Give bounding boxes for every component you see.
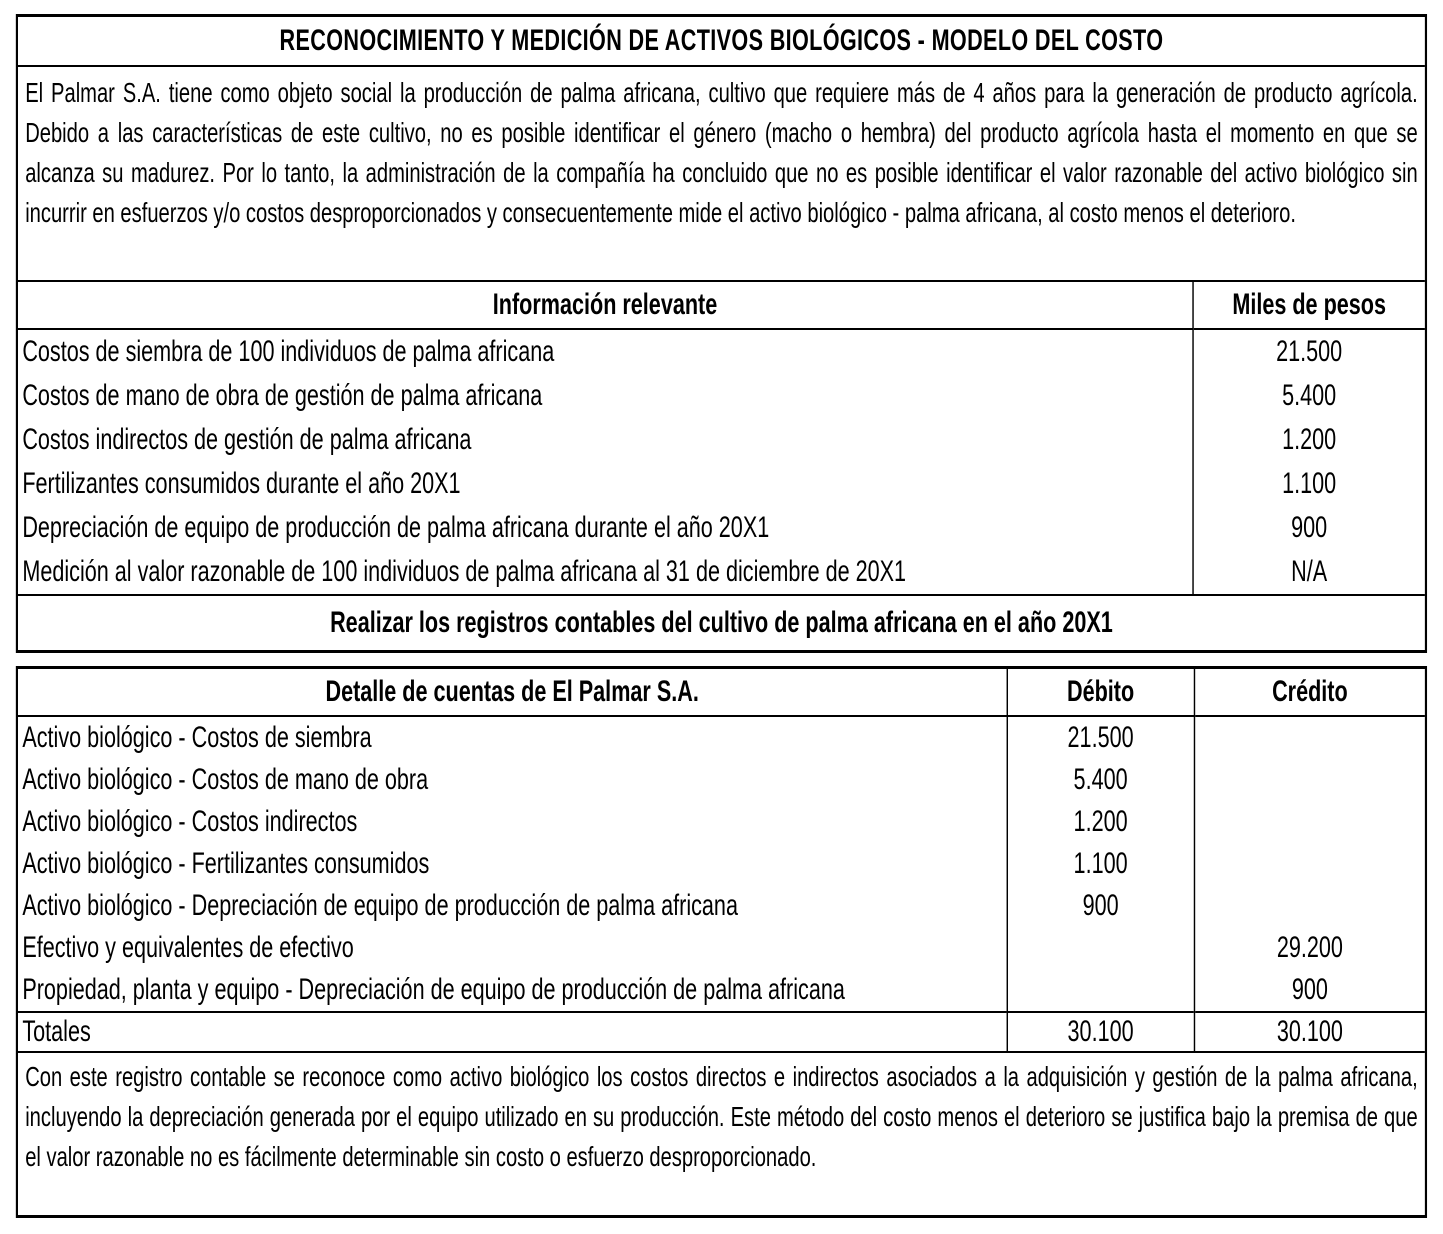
info-row xyxy=(18,462,1425,506)
journal-row xyxy=(18,927,1425,969)
journal-row-credit: 900 xyxy=(1194,969,1425,1012)
info-row-value: 900 xyxy=(1193,506,1425,550)
info-row xyxy=(18,506,1425,550)
page-title xyxy=(18,17,1425,67)
journal-header-detail: Detalle de cuentas de El Palmar S.A. xyxy=(18,669,1007,716)
journal-row xyxy=(18,801,1425,843)
journal-table-header-row xyxy=(18,669,1425,716)
journal-row-credit xyxy=(1194,843,1425,885)
journal-table xyxy=(18,669,1425,1051)
journal-row-account: Activo biológico - Costos de mano de obra xyxy=(22,763,429,796)
info-row-label: Costos indirectos de gestión de palma africana xyxy=(22,423,472,456)
journal-row-account: Activo biológico - Costos indirectos xyxy=(22,805,358,838)
info-row-value: 1.100 xyxy=(1193,462,1425,506)
journal-row-debit: 1.100 xyxy=(1007,843,1194,885)
journal-row xyxy=(18,843,1425,885)
info-row-label: Medición al valor razonable de 100 individuos de palma africana al 31 de diciembre de 20X1 xyxy=(22,555,907,588)
journal-section xyxy=(16,666,1427,1218)
journal-row xyxy=(18,885,1425,927)
info-table xyxy=(18,282,1425,594)
journal-row-account: Activo biológico - Costos de siembra xyxy=(22,721,372,754)
journal-row-debit xyxy=(1007,927,1194,969)
info-row xyxy=(18,329,1425,374)
info-row-value: N/A xyxy=(1193,550,1425,594)
info-row-label: Costos de siembra de 100 individuos de palma africana xyxy=(22,335,555,368)
journal-row-debit: 21.500 xyxy=(1007,716,1194,759)
info-table-header-row xyxy=(18,282,1425,329)
task-instruction: Realizar los registros contables del cultivo de palma africana en el año 20X1 xyxy=(18,594,1425,650)
journal-row-credit xyxy=(1194,801,1425,843)
journal-totals-debit: 30.100 xyxy=(1007,1012,1194,1051)
info-table-header-label: Información relevante xyxy=(18,282,1193,329)
journal-row-credit xyxy=(1194,759,1425,801)
journal-row-debit: 900 xyxy=(1007,885,1194,927)
journal-row-credit xyxy=(1194,716,1425,759)
journal-row-account: Activo biológico - Fertilizantes consumidos xyxy=(22,847,430,880)
journal-row-debit: 5.400 xyxy=(1007,759,1194,801)
info-row-value: 1.200 xyxy=(1193,418,1425,462)
case-section xyxy=(16,14,1427,653)
journal-row-account: Efectivo y equivalentes de efectivo xyxy=(22,931,354,964)
journal-row-debit xyxy=(1007,969,1194,1012)
info-row-label: Fertilizantes consumidos durante el año 20X1 xyxy=(22,467,461,500)
journal-row xyxy=(18,969,1425,1012)
journal-row-account: Propiedad, planta y equipo - Depreciación de equipo de producción de palma africana xyxy=(22,973,845,1006)
info-row-value: 21.500 xyxy=(1193,329,1425,374)
journal-row-debit: 1.200 xyxy=(1007,801,1194,843)
journal-row xyxy=(18,716,1425,759)
journal-row-credit xyxy=(1194,885,1425,927)
info-row xyxy=(18,418,1425,462)
journal-totals-label: Totales xyxy=(18,1012,1007,1051)
info-row xyxy=(18,550,1425,594)
info-row-value: 5.400 xyxy=(1193,374,1425,418)
info-row xyxy=(18,374,1425,418)
info-table-header-unit: Miles de pesos xyxy=(1193,282,1425,329)
journal-row-credit: 29.200 xyxy=(1194,927,1425,969)
info-row-label: Costos de mano de obra de gestión de palma africana xyxy=(22,379,543,412)
journal-row xyxy=(18,759,1425,801)
case-description: El Palmar S.A. tiene como objeto social la producción de palma africana, cultivo que requiere más de 4 años para la generación de producto agrícola. Debido a las características de este cultivo, no es posible identificar el género (macho o hembra) del producto agrícola hasta el momento en que se alcanza su madurez. Por lo tanto, la administración de la compañía ha concluido que no es posible identificar el valor razonable del activo biológico sin incurrir en esfuerzos y/o costos desproporcionados y consecuentemente mide el activo biológico - palma africana, al costo menos el deterioro. xyxy=(18,67,1425,282)
journal-header-credit: Crédito xyxy=(1194,669,1425,716)
closing-note: Con este registro contable se reconoce como activo biológico los costos directos e indirectos asociados a la adquisición y gestión de la palma africana, incluyendo la depreciación generada por el equipo utilizado en su producción. Este método del costo menos el deterioro se justifica bajo la premisa de que el valor razonable no es fácilmente determinable sin costo o esfuerzo desproporcionado. xyxy=(18,1051,1425,1215)
journal-totals-row xyxy=(18,1012,1425,1051)
journal-row-account: Activo biológico - Depreciación de equipo de producción de palma africana xyxy=(22,889,738,922)
journal-totals-credit: 30.100 xyxy=(1194,1012,1425,1051)
info-row-label: Depreciación de equipo de producción de palma africana durante el año 20X1 xyxy=(22,511,770,544)
journal-header-debit: Débito xyxy=(1007,669,1194,716)
page-title-text: RECONOCIMIENTO Y MEDICIÓN DE ACTIVOS BIOLÓGICOS - MODELO DEL COSTO xyxy=(279,24,1164,57)
